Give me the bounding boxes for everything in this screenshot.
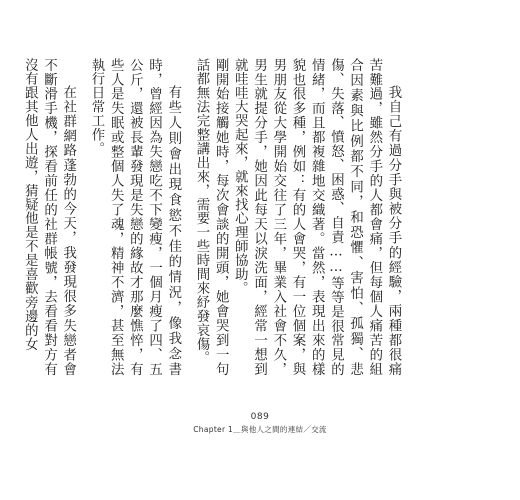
- body-text: [22, 58, 403, 376]
- paragraph-breakup-experience: 我自己有過分手與被分手的經驗，兩種都很痛苦難過，雖然分手的人都會痛，但每個人痛苦的組合因素與比例都不同，和恐懼、害怕、孤獨、悲傷、失落、憤怒、困惑、自責……等等是很常見的情緒，而且都複雜地交織著。當然，表現出來的樣貌也很多種，例如：有的人會哭，有一位個案，與男朋友從大學開始交往了三年，畢業入社會不久，男生就提分手，她因此每天以淚洗面，經常一想到就哇哇大哭起來，就來找心理師協助。: [232, 58, 401, 376]
- paragraph-social-media: 在社群網路蓬勃的今天，我發現很多失戀者會不斷滑手機，探看前任的社群帳號，去看看對方有沒有跟其他人出遊，猜疑他是不是喜歡旁邊的女: [22, 58, 76, 376]
- paragraph-appetite-insomnia: 有些人則會出現食慾不佳的情況，像我念書時，曾經因為失戀吃不下變瘦，一個月瘦了四、五公斤，還被長輩發現是失戀的緣故才那麼憔悴，有些人是失眠或整個人失了魂，精神不濟，甚至無法執行日常工作。: [88, 58, 181, 376]
- chapter-title: Chapter 1＿與他人之間的連結／交流: [193, 425, 327, 434]
- page-footer: [0, 411, 520, 435]
- paragraph-first-sessions: 剛開始接觸她時，每次會談的開頭，她會哭到一句話都無法完整講出來，需要一些時間來紓發哀傷。: [193, 58, 229, 376]
- page-number: 089: [250, 412, 270, 422]
